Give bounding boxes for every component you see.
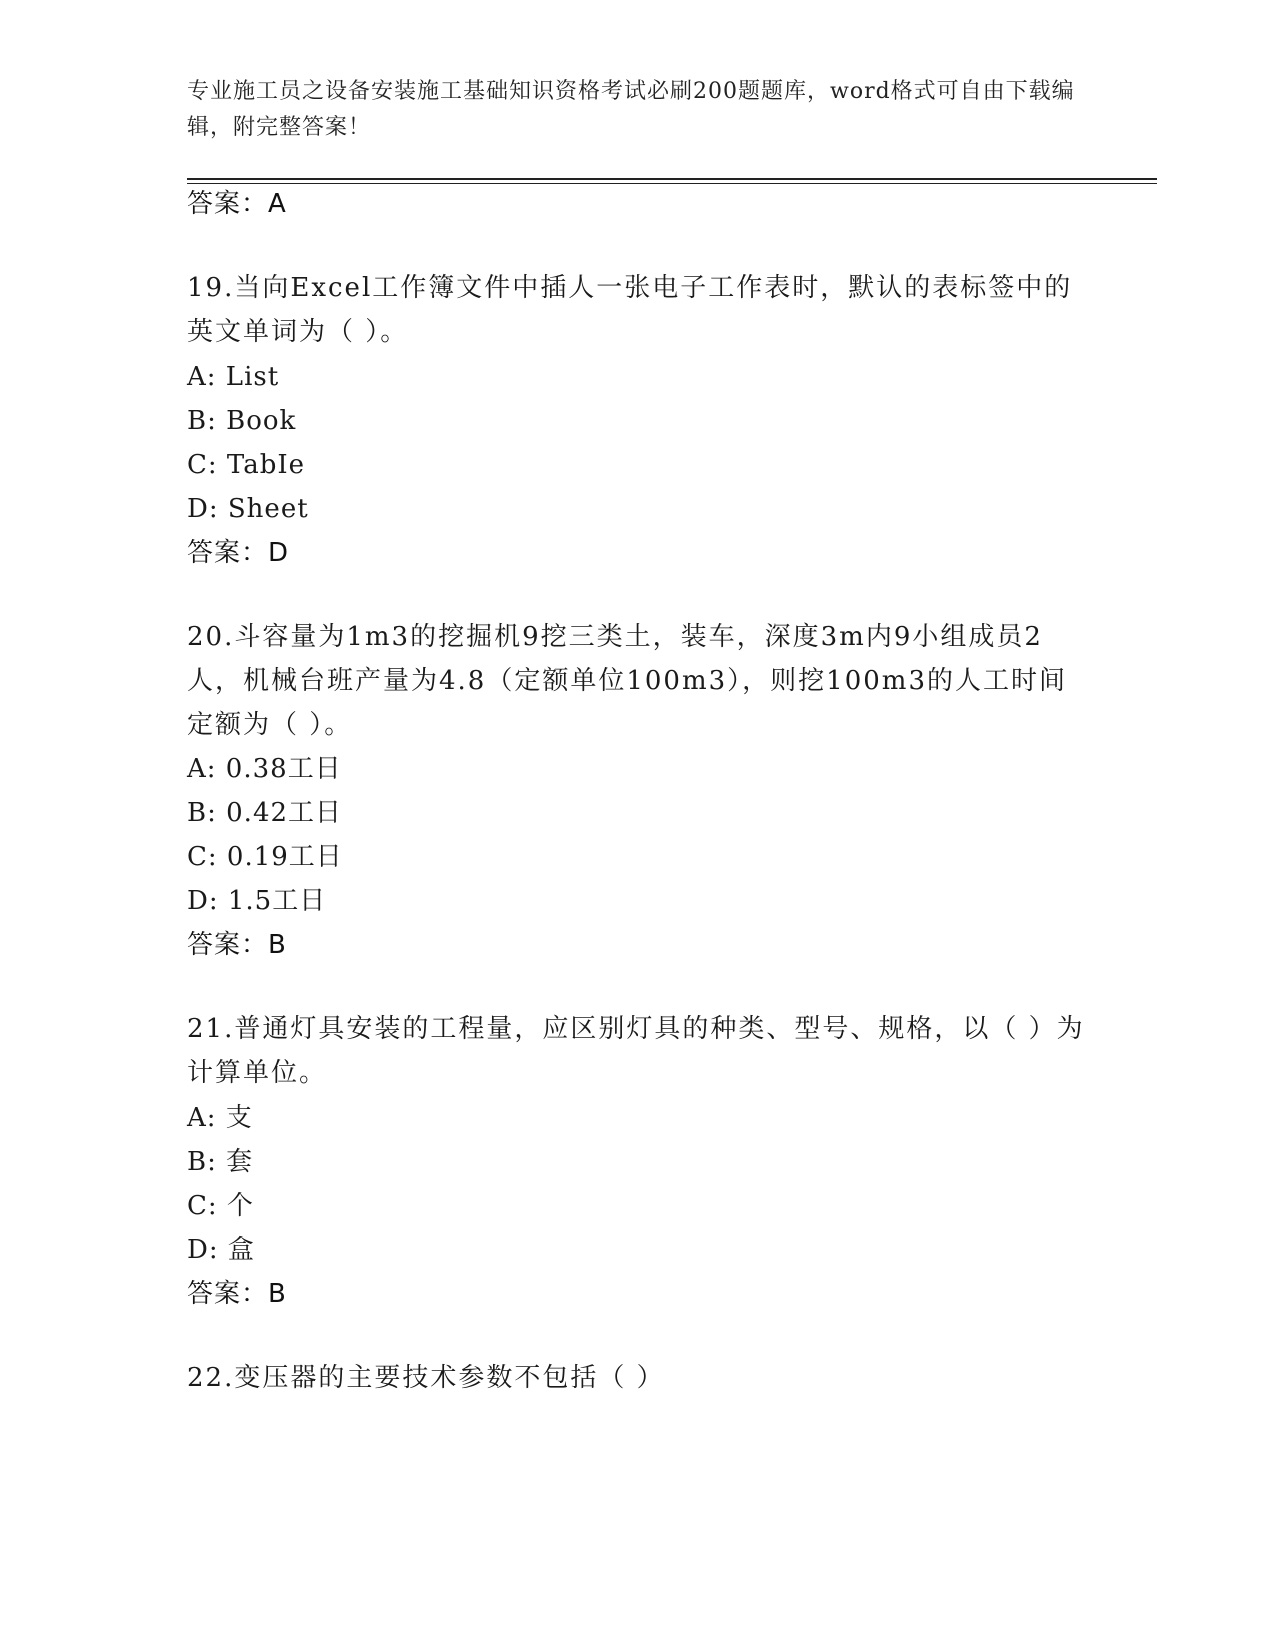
question-20-option-a: A: 0.38工日	[187, 754, 342, 784]
answer-line-18: 答案：A	[187, 189, 287, 219]
question-20-option-b: B: 0.42工日	[187, 798, 343, 828]
question-21-option-b: B: 套	[187, 1147, 254, 1177]
question-19-option-c: C: TabIe	[187, 450, 306, 480]
question-19-option-a: A: List	[187, 362, 280, 392]
question-20-option-c: C: 0.19工日	[187, 842, 343, 872]
question-21-option-a: A: 支	[187, 1103, 253, 1133]
question-20-option-d: D: 1.5工日	[187, 886, 327, 916]
question-21-option-d: D: 盒	[187, 1235, 255, 1265]
header-divider-thin	[187, 183, 1157, 184]
question-21-stem: 21.普通灯具安装的工程量，应区别灯具的种类、型号、规格，以（ ）为计算单位。	[187, 1014, 1085, 1088]
answer-line-21: 答案：B	[187, 1279, 287, 1309]
answer-line-19: 答案：D	[187, 538, 290, 568]
question-19-stem: 19.当向Excel工作簿文件中插人一张电子工作表时，默认的表标签中的英文单词为（ ）。	[187, 273, 1073, 347]
document-header: 专业施工员之设备安装施工基础知识资格考试必刷200题题库，word格式可自由下载编辑，附完整答案！	[187, 79, 1075, 140]
question-22-stem: 22.变压器的主要技术参数不包括（ ）	[187, 1363, 665, 1393]
question-19-option-b: B: Book	[187, 406, 297, 436]
question-19-option-d: D: Sheet	[187, 494, 309, 524]
answer-line-20: 答案：B	[187, 930, 287, 960]
question-21-option-c: C: 个	[187, 1191, 254, 1221]
header-divider-thick	[187, 178, 1157, 180]
question-20-stem: 20.斗容量为1m3的挖掘机9挖三类土，装车，深度3m内9小组成员2人，机械台班产量为4.8（定额单位100m3），则挖100m3的人工时间定额为（ ）。	[187, 622, 1067, 740]
